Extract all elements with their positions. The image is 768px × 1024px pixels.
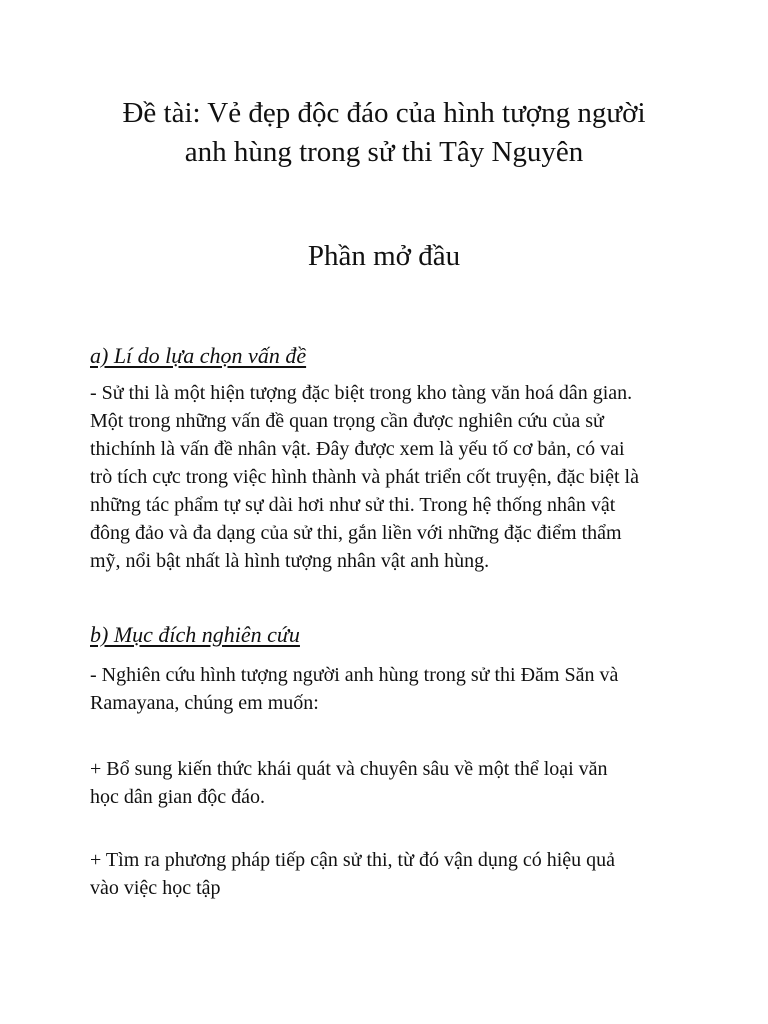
paragraph-line: những tác phẩm tự sự dài hơi như sử thi. Trong hệ thống nhân vật bbox=[90, 494, 616, 516]
paragraph-purpose-point-1 bbox=[90, 755, 700, 811]
paragraph-purpose-intro bbox=[90, 661, 700, 717]
document-title bbox=[0, 94, 768, 172]
paragraph-line: - Nghiên cứu hình tượng người anh hùng trong sử thi Đăm Săn và bbox=[90, 664, 619, 686]
section-heading: Phần mở đầu bbox=[307, 240, 461, 272]
paragraph-line: - Sử thi là một hiện tượng đặc biệt trong kho tàng văn hoá dân gian. bbox=[90, 382, 633, 404]
paragraph-line: Một trong những vấn đề quan trọng cần được nghiên cứu của sử bbox=[90, 410, 604, 432]
paragraph-line: Ramayana, chúng em muốn: bbox=[90, 692, 319, 714]
heading-reason: a) Lí do lựa chọn vấn đề bbox=[90, 343, 307, 368]
heading-purpose: b) Mục đích nghiên cứu bbox=[90, 622, 300, 647]
paragraph-purpose-point-2 bbox=[90, 846, 700, 902]
paragraph-line: học dân gian độc đáo. bbox=[90, 786, 265, 808]
paragraph-reason bbox=[90, 379, 700, 575]
paragraph-line: + Bổ sung kiến thức khái quát và chuyên sâu về một thể loại văn bbox=[90, 758, 608, 780]
paragraph-line: thichính là vấn đề nhân vật. Đây được xem là yếu tố cơ bản, có vai bbox=[90, 438, 625, 460]
paragraph-line: trò tích cực trong việc hình thành và phát triển cốt truyện, đặc biệt là bbox=[90, 466, 639, 488]
paragraph-line: mỹ, nổi bật nhất là hình tượng nhân vật anh hùng. bbox=[90, 550, 490, 572]
paragraph-line: + Tìm ra phương pháp tiếp cận sử thi, từ đó vận dụng có hiệu quả bbox=[90, 849, 616, 871]
title-line-2: anh hùng trong sử thi Tây Nguyên bbox=[184, 136, 584, 168]
paragraph-line: đông đảo và đa dạng của sử thi, gắn liền với những đặc điểm thẩm bbox=[90, 522, 622, 544]
paragraph-line: vào việc học tập bbox=[90, 877, 221, 899]
title-line-1: Đề tài: Vẻ đẹp độc đáo của hình tượng người bbox=[122, 97, 646, 129]
